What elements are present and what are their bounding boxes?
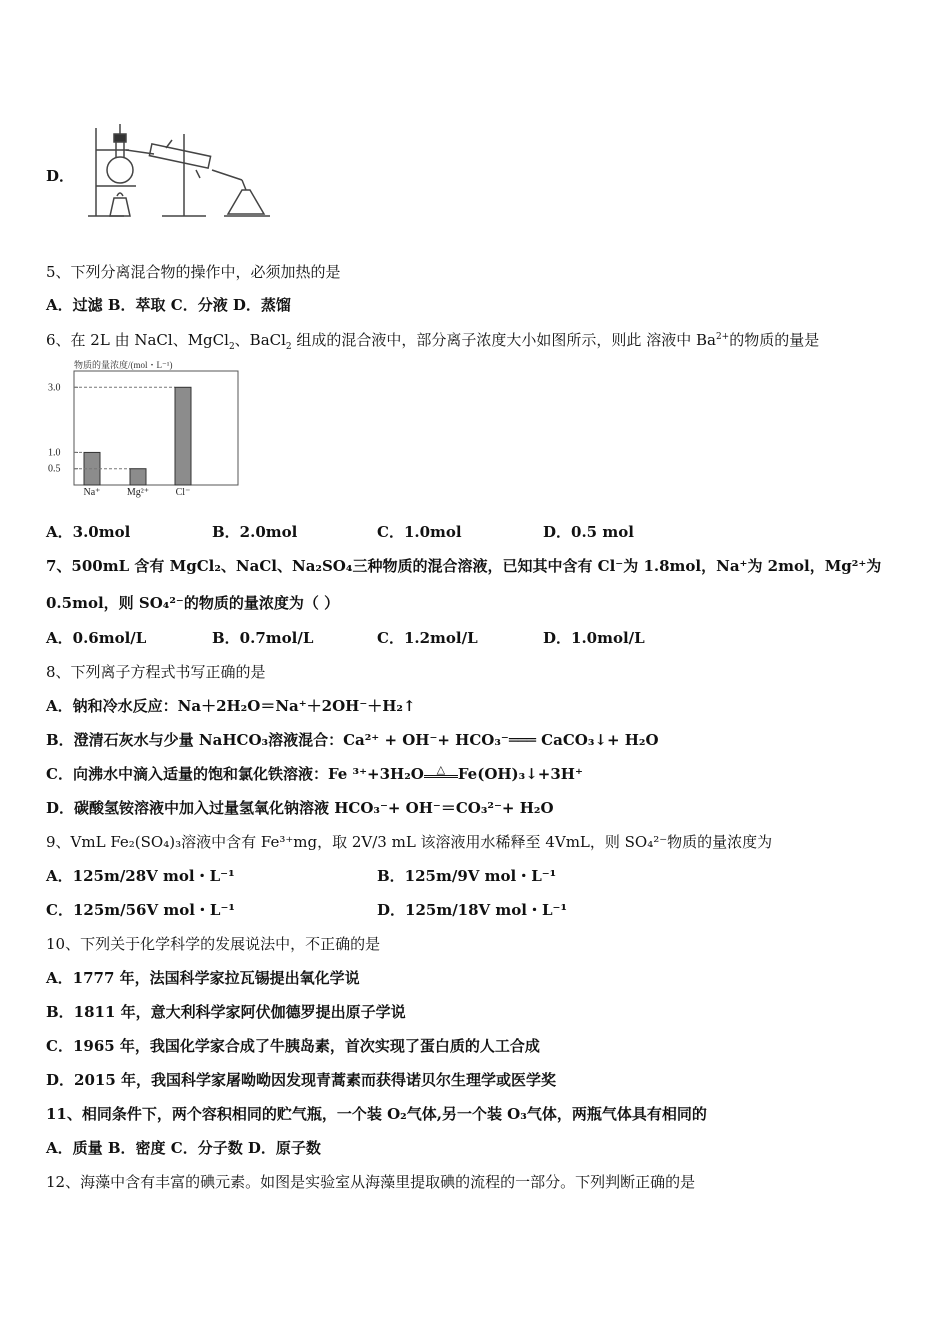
q10-stem: 10、下列关于化学科学的发展说法中，不正确的是 <box>46 935 381 953</box>
q7-option-d: D．1.0mol/L <box>543 629 645 647</box>
q6-option-a: A．3.0mol <box>46 523 131 541</box>
q8-option-c: C．向沸水中滴入适量的饱和氯化铁溶液：Fe ³⁺+3H₂O △ Fe(OH)₃↓+3H⁺ <box>46 763 583 783</box>
q6-stem: 6、在 2L 由 NaCl、MgCl$_2$、BaCl$_2$ 组成的混合液中，部分离子浓度大小如图所示，则此 溶液中 $Ba^{2+}$的物质的量是 <box>46 331 820 352</box>
q7-option-b: B．0.7mol/L <box>212 629 314 647</box>
q6-option-b: B．2.0mol <box>212 523 298 541</box>
q7-stem-line1: 7、500mL 含有 MgCl₂、NaCl、Na₂SO₄三种物质的混合溶液，已知其中含有 Cl⁻为 1.8mol，Na⁺为 2mol，Mg²⁺为 <box>46 557 882 575</box>
y-tick-label: 0.5 <box>48 463 61 475</box>
chart-ylabel: 物质的量浓度/(mol・L⁻¹) <box>74 360 173 370</box>
heat-condition-symbol: △ <box>424 765 458 778</box>
q6-option-d: D．0.5 mol <box>543 523 634 541</box>
q5-options: A．过滤 B．萃取 C．分液 D．蒸馏 <box>46 296 291 314</box>
q8-option-d: D．碳酸氢铵溶液中加入过量氢氧化钠溶液 HCO₃⁻+ OH⁻＝CO₃²⁻+ H₂O <box>46 799 554 817</box>
category-label: Mg²⁺ <box>126 487 150 498</box>
y-tick-label: 1.0 <box>48 447 61 459</box>
q11-stem: 11、相同条件下，两个容积相同的贮气瓶，一个装 O₂气体,另一个装 O₃气体，两瓶气体具有相同的 <box>46 1105 707 1123</box>
q4-option-d-label: D． <box>46 167 75 185</box>
q9-stem: 9、VmL Fe₂(SO₄)₃溶液中含有 Fe³⁺mg，取 2V/3 mL 该溶液用水稀释至 4VmL，则 SO₄²⁻物质的量浓度为 <box>46 833 773 851</box>
q7-option-c: C．1.2mol/L <box>377 629 478 647</box>
q11-options: A．质量 B．密度 C．分子数 D．原子数 <box>46 1139 321 1157</box>
q8-option-a: A．钠和冷水反应：Na＋2H₂O＝Na⁺＋2OH⁻＋H₂↑ <box>46 697 416 715</box>
q8-option-b: B．澄清石灰水与少量 NaHCO₃溶液混合：Ca²⁺ + OH⁻+ HCO₃⁻═══ CaCO₃↓+ H₂O <box>46 731 659 749</box>
q12-stem: 12、海藻中含有丰富的碘元素。如图是实验室从海藻里提取碘的流程的一部分。下列判断正确的是 <box>46 1173 696 1191</box>
q8-stem: 8、下列离子方程式书写正确的是 <box>46 663 266 681</box>
q7-stem-line2: 0.5mol，则 SO₄²⁻的物质的量浓度为（ ） <box>46 594 340 612</box>
q7-option-a: A．0.6mol/L <box>46 629 147 647</box>
ion-concentration-chart <box>44 358 244 500</box>
q10-option-d: D．2015 年，我国科学家屠呦呦因发现青蒿素而获得诺贝尔生理学或医学奖 <box>46 1071 556 1089</box>
q6-option-c: C．1.0mol <box>377 523 462 541</box>
q9-option-c: C．125m/56V mol・L⁻¹ <box>46 901 235 919</box>
y-tick-label: 3.0 <box>48 382 61 394</box>
bar-1 <box>130 469 146 485</box>
bar-2 <box>175 387 191 485</box>
category-label: Cl⁻ <box>175 487 191 498</box>
distillation-apparatus-image <box>84 120 274 222</box>
q9-option-d: D．125m/18V mol・L⁻¹ <box>377 901 568 919</box>
q10-option-b: B．1811 年，意大利科学家阿伏伽德罗提出原子学说 <box>46 1003 406 1021</box>
q5-stem: 5、下列分离混合物的操作中，必须加热的是 <box>46 263 341 281</box>
q10-option-a: A．1777 年，法国科学家拉瓦锡提出氧化学说 <box>46 969 360 987</box>
q9-option-b: B．125m/9V mol・L⁻¹ <box>377 867 557 885</box>
q10-option-c: C．1965 年，我国化学家合成了牛胰岛素，首次实现了蛋白质的人工合成 <box>46 1037 540 1055</box>
category-label: Na⁺ <box>83 487 101 498</box>
q9-option-a: A．125m/28V mol・L⁻¹ <box>46 867 235 885</box>
